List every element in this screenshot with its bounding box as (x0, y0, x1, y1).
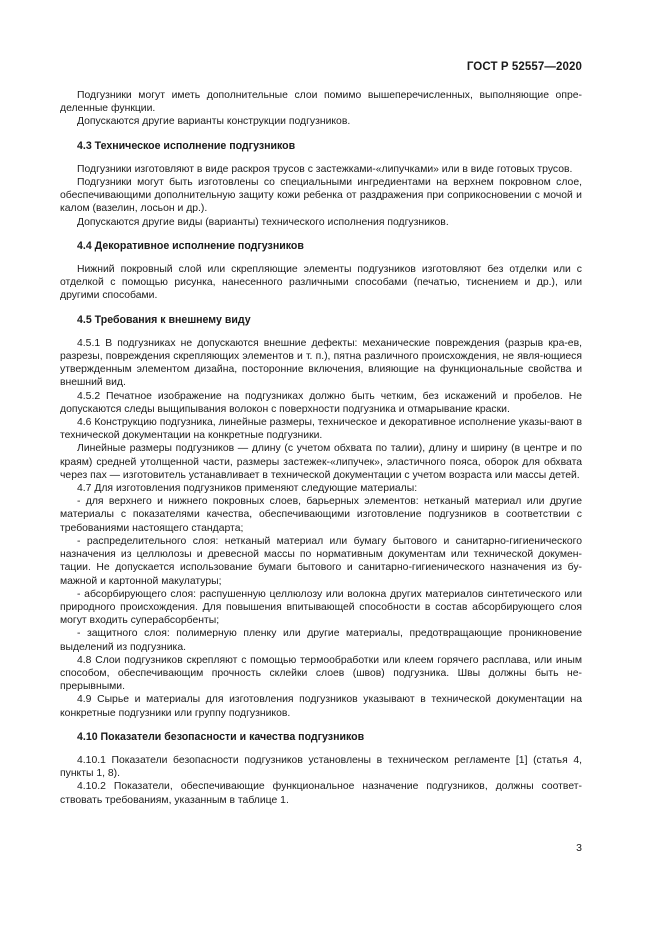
list-item: - защитного слоя: полимерную пленку или другие материалы, предотвращающие проникновение выделений из подгузника. (60, 628, 582, 653)
paragraph: Подгузники изготовляют в виде раскроя трусов с застежками-«липучками» или в виде готовых трусов. (77, 163, 573, 175)
paragraph: Линейные размеры подгузников — длину (с учетом обхвата по талии), длину и ширину (в центре и по краям) средней утолщенной части, размеры застежек-«липучек», эластичного пояса, оборок для обхвата через пах — изготовитель устанавливает в технической документации с учетом возраста или массы детей. (60, 443, 582, 481)
paragraph: Подгузники могут быть изготовлены со специальными ингредиентами на верхнем покровном слое, обеспечивающими дополнительную защиту кожи ребенка от раздражения при соприкосновении с мочой и калом (вазелин, лосьон и др.). (60, 177, 582, 215)
section-heading-4-4: 4.4 Декоративное исполнение подгузников (77, 239, 304, 252)
page-number: 3 (576, 842, 582, 854)
section-heading-4-5: 4.5 Требования к внешнему виду (77, 313, 251, 326)
section-heading-4-10: 4.10 Показатели безопасности и качества подгузников (77, 730, 365, 743)
paragraph: 4.10.2 Показатели, обеспечивающие функциональное назначение подгузников, должны соответ-ствовать требованиям, указанным в таблице 1. (60, 781, 582, 806)
paragraph: Допускаются другие варианты конструкции подгузников. (77, 116, 351, 128)
paragraph: Подгузники могут иметь дополнительные слои помимо вышеперечисленных, выполняющие опре-деленные функции. (60, 90, 582, 115)
paragraph: 4.8 Слои подгузников скрепляют с помощью термообработки или клеем горячего расплава, или иным способом, обеспечивающим прочность склейки слоев (швов) подгузника. Швы должны быть не-прерывными. (60, 654, 582, 693)
section-heading-4-3: 4.3 Техническое исполнение подгузников (77, 139, 296, 152)
document-body (60, 89, 582, 807)
paragraph: 4.9 Сырье и материалы для изготовления подгузников указывают в технической документации на конкретные подгузники или группу подгузников. (60, 694, 582, 719)
paragraph: 4.5.1 В подгузниках не допускаются внешние дефекты: механические повреждения (разрыв кра-ев, разрезы, повреждения скрепляющих элементов и т. п.), пятна различного происхождения, не явля-ющиеся утвержденным элементом дизайна, посторонние включения, влияющие на функциональные свойства и внешний вид. (60, 337, 582, 389)
document-header: ГОСТ Р 52557—2020 (466, 61, 582, 73)
list-item: - для верхнего и нижнего покровных слоев, барьерных элементов: нетканый материал или другие материалы с показателями качества, обеспечивающими изготовление подгузников в соответствии с требованиями настоящего стандарта; (60, 496, 582, 534)
paragraph: Допускаются другие виды (варианты) технического исполнения подгузников. (77, 216, 449, 228)
paragraph: 4.10.1 Показатели безопасности подгузников установлены в техническом регламенте [1] (статья 4, пункты 1, 8). (60, 754, 582, 780)
list-item: - распределительного слоя: нетканый материал или бумагу бытового и санитарно-гигиенического назначения из целлюлозы и древесной массы по нормативным документам или технической докумен-тации. Не допускается использование бумаги бытового и санитарно-гигиенического назначения из бу-мажной и картонной макулатуры; (60, 535, 582, 587)
paragraph: 4.7 Для изготовления подгузников применяют следующие материалы: (77, 483, 418, 495)
paragraph: 4.6 Конструкцию подгузника, линейные размеры, техническое и декоративное исполнение указы-вают в технической документации на конкретные подгузники. (60, 417, 582, 442)
paragraph: 4.5.2 Печатное изображение на подгузниках должно быть четким, без искажений и пробелов. Не допускаются следы выщипывания волокон с поверхности подгузника и отмарывание краски. (60, 390, 582, 415)
paragraph: Нижний покровный слой или скрепляющие элементы подгузников изготовляют без отделки или с отделкой с помощью рисунка, нанесенного различными способами (печатью, тиснением и др.), или другими способами. (60, 264, 582, 302)
list-item: - абсорбирующего слоя: распушенную целлюлозу или волокна других материалов синтетического или природного происхождения. Для повышения впитывающей способности в состав абсорбирующего слоя могут входить суперабсорбенты; (60, 588, 582, 627)
